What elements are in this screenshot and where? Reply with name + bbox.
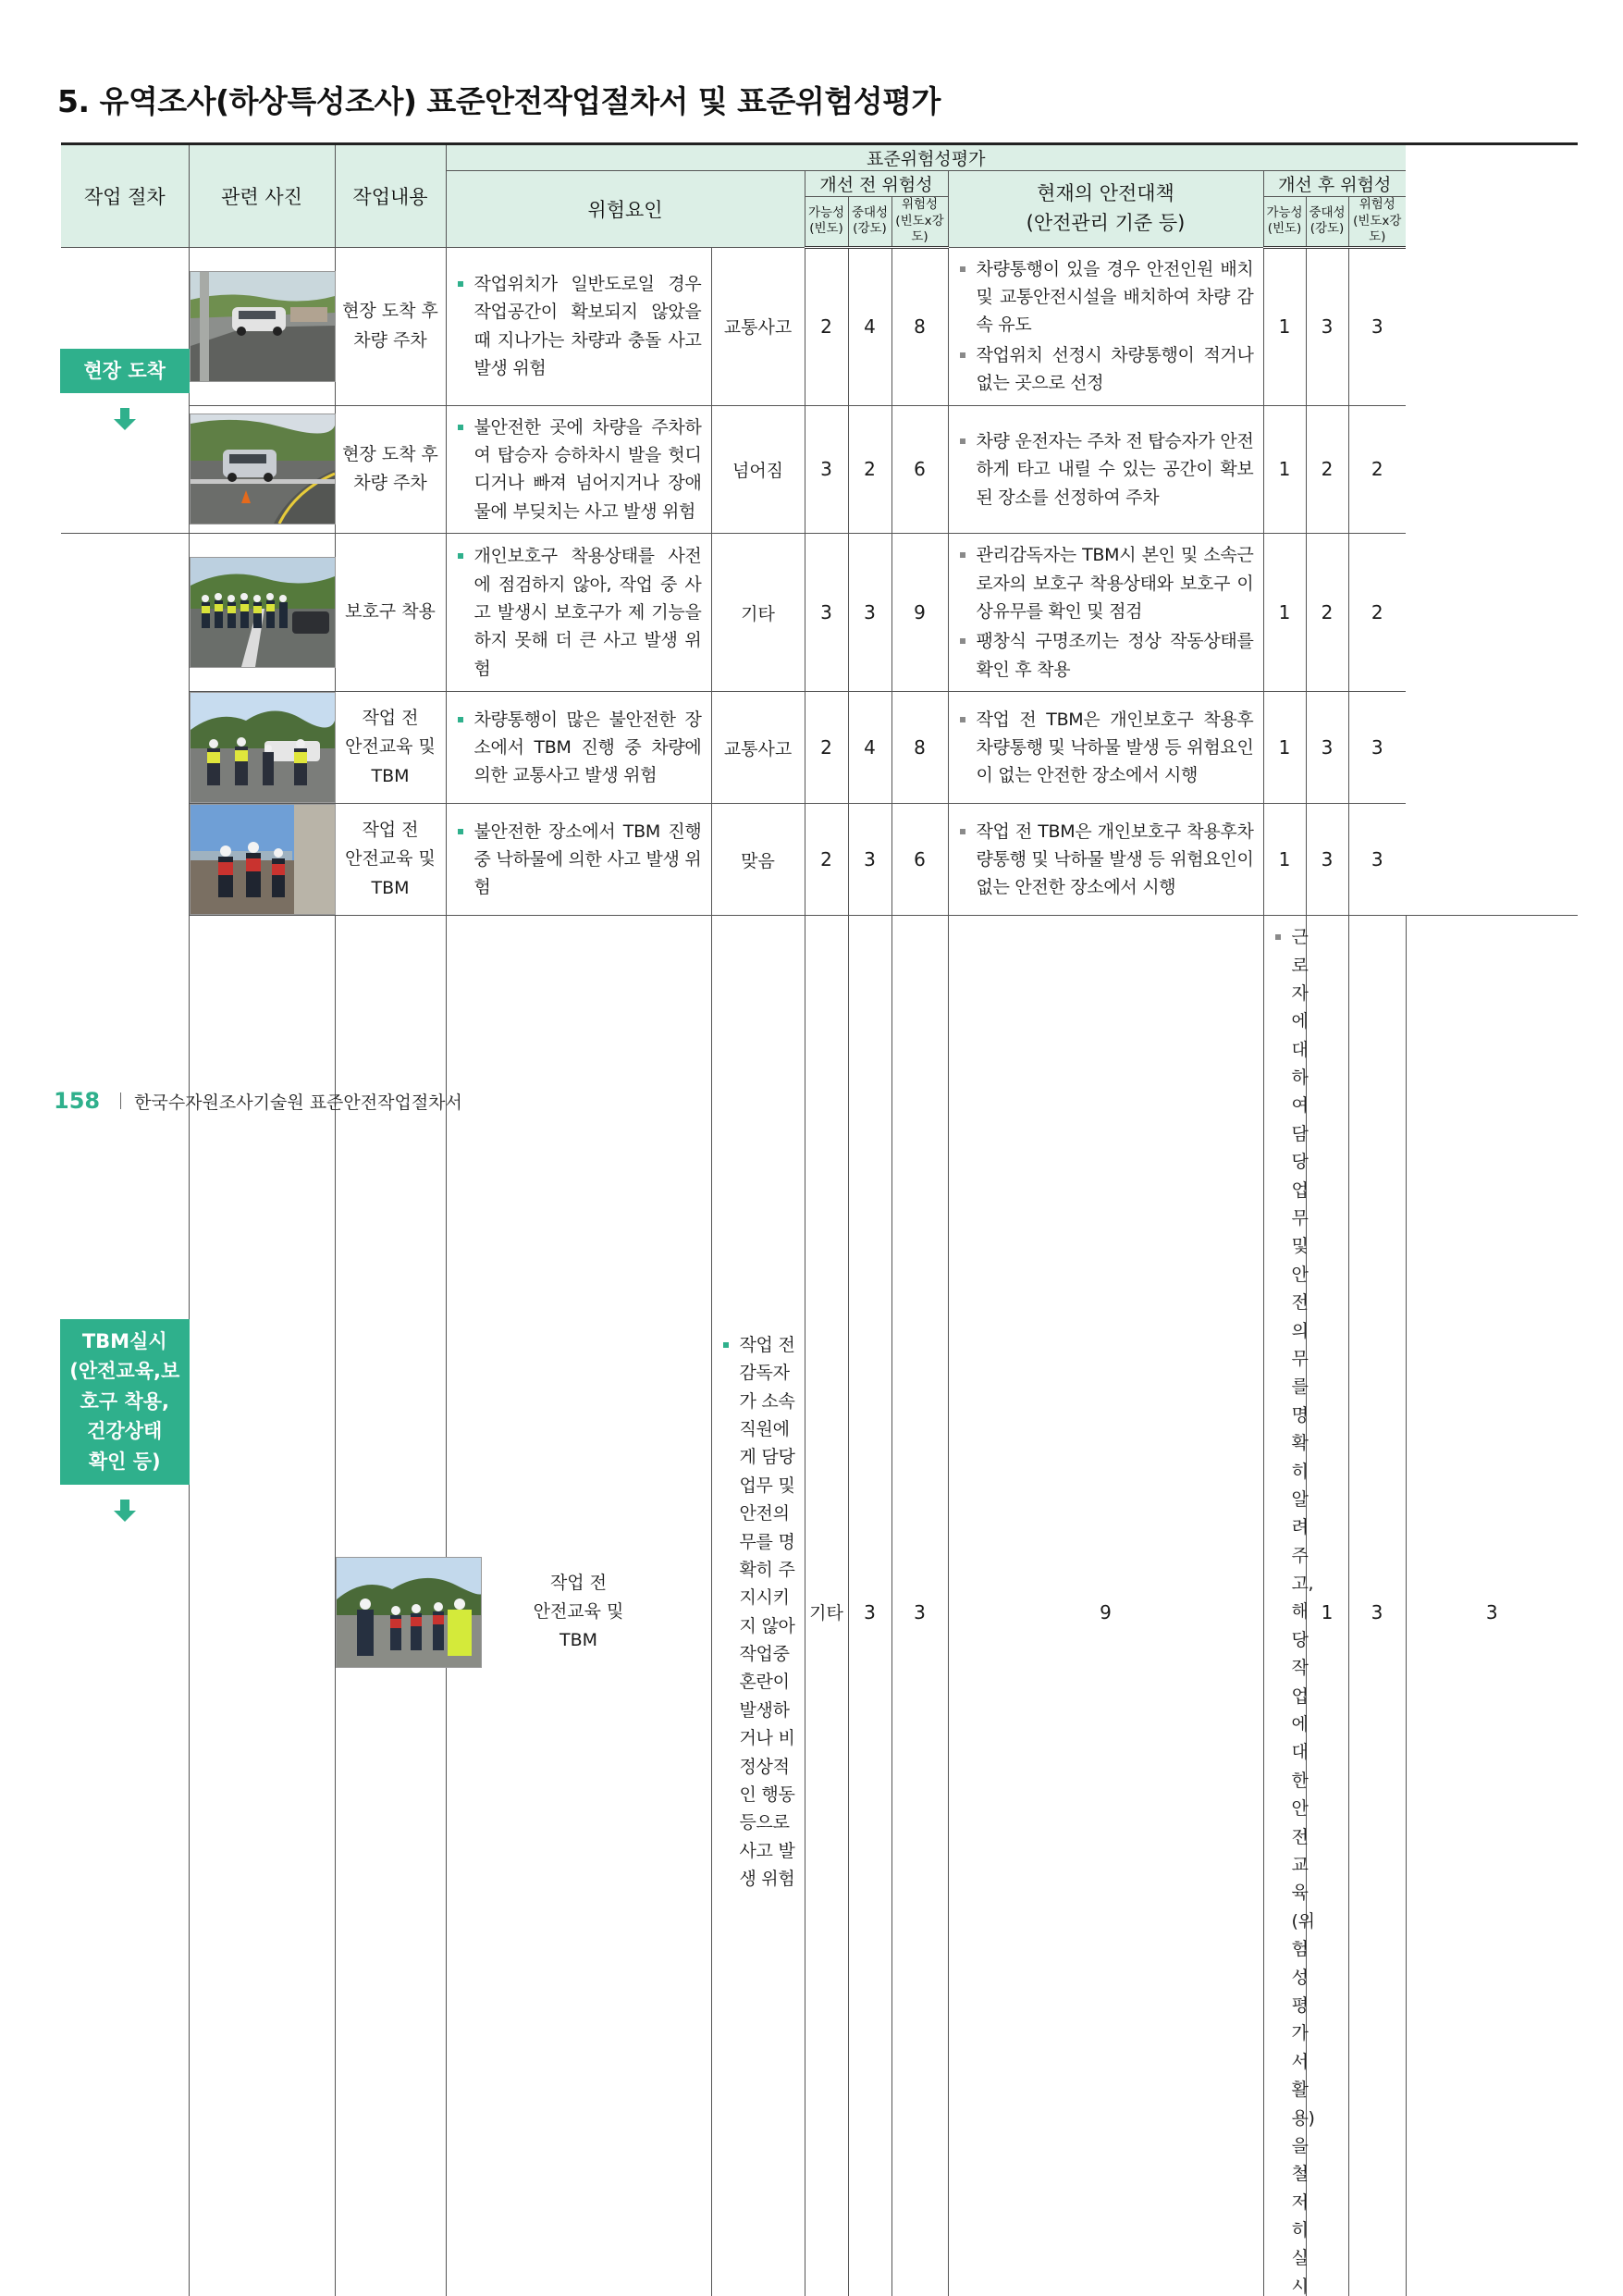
hazard-item: 차량통행이 많은 불안전한 장소에서 TBM 진행 중 차량에 의한 교통사고 발생 위험 xyxy=(454,706,702,790)
after-risk: 3 xyxy=(1348,692,1406,804)
down-arrow-icon xyxy=(112,406,138,432)
before-likelihood: 2 xyxy=(805,804,848,916)
after-risk: 3 xyxy=(1348,804,1406,916)
work-content-cell: 작업 전 안전교육 및 TBM xyxy=(335,692,446,804)
road-parking-photo xyxy=(190,271,336,382)
before-severity: 4 xyxy=(848,692,891,804)
table-row xyxy=(61,916,1578,2296)
before-severity: 3 xyxy=(848,804,891,916)
hazard-cell xyxy=(446,247,711,405)
work-content-cell: 현장 도착 후 차량 주차 xyxy=(335,247,446,405)
header-photo: 관련 사진 xyxy=(189,144,335,248)
header-measures-subtitle: (안전관리 기준 등) xyxy=(1026,211,1186,234)
photo-cell xyxy=(189,804,335,916)
after-likelihood: 1 xyxy=(1263,534,1306,692)
header-stage: 작업 절차 xyxy=(61,144,189,248)
ppe-group-photo xyxy=(190,557,336,668)
before-risk: 6 xyxy=(891,405,948,534)
before-severity: 3 xyxy=(891,916,948,2296)
after-risk: 3 xyxy=(1348,247,1406,405)
header-measures-title: 현재의 안전대책 xyxy=(1037,182,1174,205)
page-footer xyxy=(54,1088,462,1114)
tbm-roadside-photo xyxy=(190,692,336,803)
after-severity: 3 xyxy=(1348,916,1406,2296)
hazard-cell xyxy=(711,916,805,2296)
work-content-cell: 작업 전 안전교육 및 TBM xyxy=(446,916,711,2296)
header-before-risk-score: 위험성 (빈도x강도) xyxy=(891,197,948,248)
before-risk: 9 xyxy=(891,534,948,692)
header-after-risk: 개선 후 위험성 xyxy=(1263,171,1406,197)
risk-type-cell: 맞음 xyxy=(711,804,805,916)
before-likelihood: 2 xyxy=(805,247,848,405)
risk-assessment-table xyxy=(61,142,1578,2296)
risk-type-cell: 교통사고 xyxy=(711,247,805,405)
page-number: 158 xyxy=(54,1088,101,1114)
before-likelihood: 3 xyxy=(848,916,891,2296)
header-after-risk-score: 위험성 (빈도x강도) xyxy=(1348,197,1406,248)
before-likelihood: 3 xyxy=(805,534,848,692)
measure-item: 차량 운전자는 주차 전 탑승자가 안전하게 타고 내릴 수 있는 공간이 확보된 장소를 선정하여 주차 xyxy=(956,427,1254,512)
risk-type-cell: 넘어짐 xyxy=(711,405,805,534)
footer-text: 한국수자원조사기술원 표준안전작업절차서 xyxy=(134,1092,462,1113)
header-before-risk: 개선 전 위험성 xyxy=(805,171,948,197)
measure-item: 작업 전 TBM은 개인보호구 착용후 차량통행 및 낙하물 발생 등 위험요인이 없는 안전한 장소에서 시행 xyxy=(956,706,1254,790)
before-risk: 9 xyxy=(948,916,1263,2296)
header-hazard: 위험요인 xyxy=(446,171,805,248)
measures-cell xyxy=(948,692,1263,804)
measure-item: 근로자에 대하여 담당업무 및 안전의무를 명확히 알려주고, 해당 작업에 대한 안전교육(위험성평가서 활용)을 철저히 실시 xyxy=(1272,923,1297,2296)
hazard-item: 불안전한 곳에 차량을 주차하여 탑승자 승하차시 발을 헛디디거나 빠져 넘어지거나 장애물에 부딪치는 사고 발생 위험 xyxy=(454,414,702,526)
after-risk: 2 xyxy=(1348,405,1406,534)
measures-cell xyxy=(948,534,1263,692)
measure-item: 차량통행이 있을 경우 안전인원 배치 및 교통안전시설을 배치하여 차량 감속 유도 xyxy=(956,255,1254,339)
down-arrow-icon xyxy=(112,1498,138,1524)
table-row xyxy=(61,247,1578,405)
before-risk: 6 xyxy=(891,804,948,916)
stage-label-tbm: TBM실시 (안전교육,보 호구 착용, 건강상태 확인 등) xyxy=(60,1319,190,1485)
work-content-cell: 보호구 착용 xyxy=(335,534,446,692)
stage-cell-tbm xyxy=(61,534,189,2296)
risk-type-cell: 기타 xyxy=(711,534,805,692)
stage-cell-empty xyxy=(189,916,335,2296)
table-row xyxy=(61,405,1578,534)
measure-item: 팽창식 구명조끼는 정상 작동상태를 확인 후 착용 xyxy=(956,627,1254,684)
roadside-parking-photo xyxy=(190,414,336,525)
after-risk: 3 xyxy=(1406,916,1578,2296)
after-severity: 2 xyxy=(1306,534,1348,692)
after-likelihood: 1 xyxy=(1306,916,1348,2296)
hazard-cell xyxy=(446,534,711,692)
after-likelihood: 1 xyxy=(1263,247,1306,405)
hazard-cell xyxy=(446,692,711,804)
photo-cell xyxy=(189,247,335,405)
before-risk: 8 xyxy=(891,692,948,804)
measure-item: 관리감독자는 TBM시 본인 및 소속근로자의 보호구 착용상태와 보호구 이상유무를 확인 및 점검 xyxy=(956,541,1254,625)
header-before-severity: 중대성 (강도) xyxy=(848,197,891,248)
footer-divider xyxy=(120,1092,121,1109)
table-row xyxy=(61,804,1578,916)
after-severity: 3 xyxy=(1306,692,1348,804)
risk-type-cell: 교통사고 xyxy=(711,692,805,804)
header-after-likelihood: 가능성 (빈도) xyxy=(1263,197,1306,248)
tbm-bridge-photo xyxy=(190,804,336,915)
measures-cell xyxy=(1263,916,1315,2296)
hazard-item: 작업위치가 일반도로일 경우 작업공간이 확보되지 않았을 때 지나가는 차량과 충돌 사고 발생 위험 xyxy=(454,270,702,383)
after-likelihood: 1 xyxy=(1263,804,1306,916)
work-content-cell: 현장 도착 후 차량 주차 xyxy=(335,405,446,534)
photo-cell xyxy=(189,692,335,804)
header-work: 작업내용 xyxy=(335,144,446,248)
hazard-cell xyxy=(446,804,711,916)
measures-cell xyxy=(948,804,1263,916)
hazard-item: 작업 전 감독자가 소속 직원에게 담당업무 및 안전의무를 명확히 주지시키지 않아 작업중 혼란이 발생하거나 비정상적인 행동 등으로 사고 발생 위험 xyxy=(719,1331,795,1894)
stage-cell-arrival xyxy=(61,247,189,534)
measures-cell xyxy=(948,247,1263,405)
risk-type-cell: 기타 xyxy=(805,916,848,2296)
before-severity: 4 xyxy=(848,247,891,405)
photo-cell xyxy=(189,405,335,534)
stage-label-arrival: 현장 도착 xyxy=(60,349,190,394)
after-likelihood: 1 xyxy=(1263,405,1306,534)
after-severity: 3 xyxy=(1306,247,1348,405)
measures-cell xyxy=(948,405,1263,534)
after-risk: 2 xyxy=(1348,534,1406,692)
photo-cell xyxy=(189,534,335,692)
table-row xyxy=(61,534,1578,692)
hazard-item: 불안전한 장소에서 TBM 진행 중 낙하물에 의한 사고 발생 위험 xyxy=(454,818,702,902)
work-content-cell: 작업 전 안전교육 및 TBM xyxy=(335,804,446,916)
header-assessment: 표준위험성평가 xyxy=(446,144,1406,171)
photo-cell xyxy=(335,916,446,2296)
after-likelihood: 1 xyxy=(1263,692,1306,804)
tbm-briefing-photo xyxy=(336,1557,482,1668)
after-severity: 2 xyxy=(1306,405,1348,534)
header-measures xyxy=(948,171,1263,248)
table-row xyxy=(61,692,1578,804)
after-severity: 3 xyxy=(1306,804,1348,916)
header-after-severity: 중대성 (강도) xyxy=(1306,197,1348,248)
page-title: 5. 유역조사(하상특성조사) 표준안전작업절차서 및 표준위험성평가 xyxy=(57,83,941,119)
before-likelihood: 2 xyxy=(805,692,848,804)
hazard-item: 개인보호구 착용상태를 사전에 점검하지 않아, 작업 중 사고 발생시 보호구가 제 기능을 하지 못해 더 큰 사고 발생 위험 xyxy=(454,542,702,683)
before-risk: 8 xyxy=(891,247,948,405)
measure-item: 작업위치 선정시 차량통행이 적거나 없는 곳으로 선정 xyxy=(956,341,1254,398)
hazard-cell xyxy=(446,405,711,534)
before-severity: 2 xyxy=(848,405,891,534)
measure-item: 작업 전 TBM은 개인보호구 착용후차량통행 및 낙하물 발생 등 위험요인이 없는 안전한 장소에서 시행 xyxy=(956,818,1254,902)
header-before-likelihood: 가능성 (빈도) xyxy=(805,197,848,248)
before-likelihood: 3 xyxy=(805,405,848,534)
before-severity: 3 xyxy=(848,534,891,692)
